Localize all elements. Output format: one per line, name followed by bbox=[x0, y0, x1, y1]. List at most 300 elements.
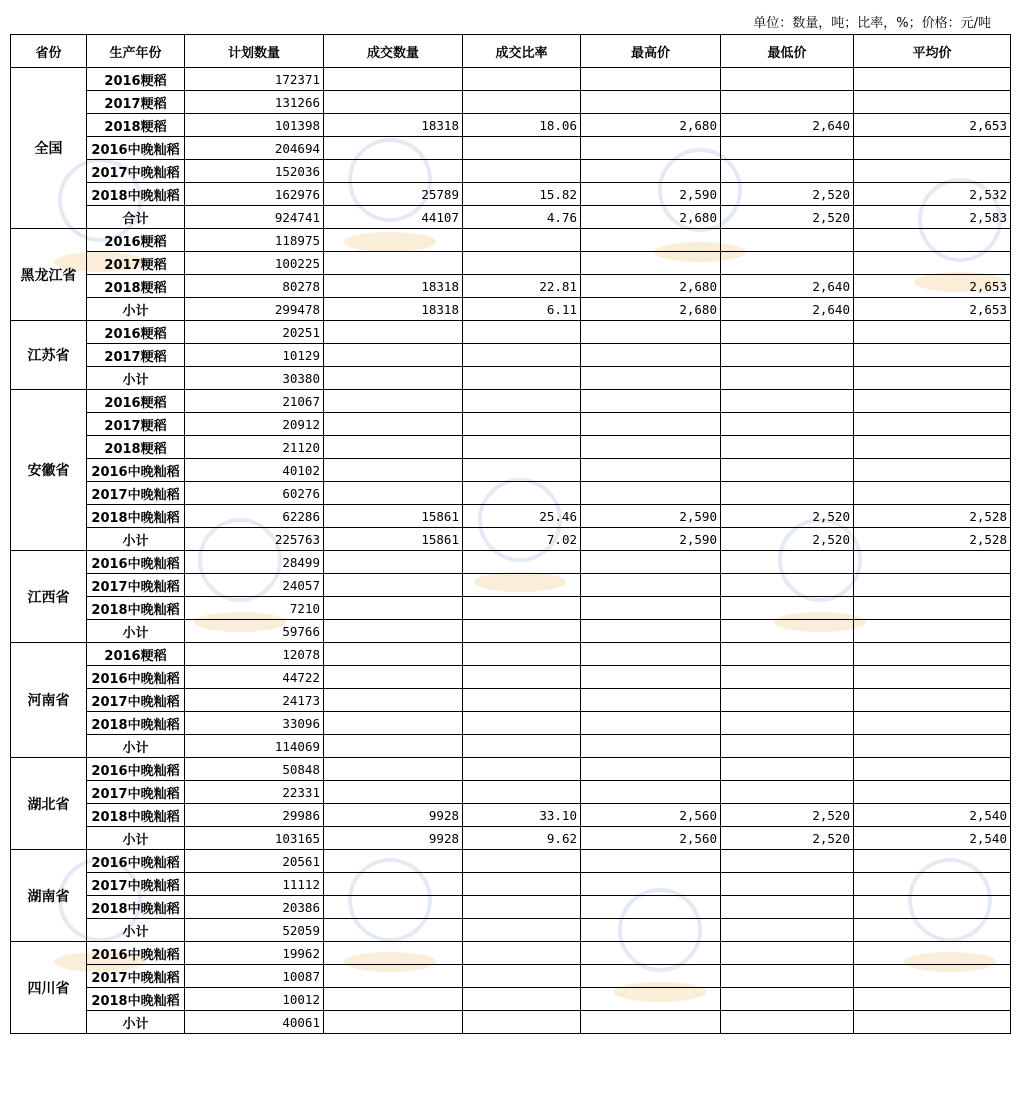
year-cell: 2016中晚籼稻 bbox=[87, 758, 185, 781]
min-price-cell bbox=[721, 643, 854, 666]
max-price-cell: 2,560 bbox=[581, 804, 721, 827]
min-price-cell bbox=[721, 390, 854, 413]
min-price-cell: 2,640 bbox=[721, 298, 854, 321]
deal-rate-cell: 22.81 bbox=[463, 275, 581, 298]
table-row bbox=[11, 712, 1011, 735]
table-row bbox=[11, 620, 1011, 643]
deal-qty-cell bbox=[324, 758, 463, 781]
max-price-cell bbox=[581, 620, 721, 643]
avg-price-cell: 2,653 bbox=[854, 275, 1011, 298]
table-row bbox=[11, 551, 1011, 574]
deal-qty-cell bbox=[324, 643, 463, 666]
min-price-cell bbox=[721, 252, 854, 275]
year-cell: 小计 bbox=[87, 620, 185, 643]
deal-rate-cell bbox=[463, 436, 581, 459]
year-cell: 小计 bbox=[87, 735, 185, 758]
deal-rate-cell bbox=[463, 551, 581, 574]
year-cell: 2016粳稻 bbox=[87, 68, 185, 91]
max-price-cell bbox=[581, 896, 721, 919]
min-price-cell: 2,520 bbox=[721, 505, 854, 528]
avg-price-cell: 2,528 bbox=[854, 505, 1011, 528]
deal-qty-cell bbox=[324, 781, 463, 804]
max-price-cell bbox=[581, 344, 721, 367]
plan-qty-cell: 11112 bbox=[185, 873, 324, 896]
year-cell: 2017中晚籼稻 bbox=[87, 965, 185, 988]
year-cell: 2018中晚籼稻 bbox=[87, 988, 185, 1011]
table-row bbox=[11, 804, 1011, 827]
year-cell: 2016中晚籼稻 bbox=[87, 850, 185, 873]
deal-rate-cell bbox=[463, 344, 581, 367]
table-row bbox=[11, 436, 1011, 459]
deal-rate-cell: 25.46 bbox=[463, 505, 581, 528]
avg-price-cell bbox=[854, 735, 1011, 758]
province-cell: 安徽省 bbox=[11, 390, 87, 551]
avg-price-cell bbox=[854, 643, 1011, 666]
header-min-price: 最低价 bbox=[721, 35, 854, 68]
avg-price-cell bbox=[854, 367, 1011, 390]
max-price-cell bbox=[581, 574, 721, 597]
max-price-cell bbox=[581, 390, 721, 413]
avg-price-cell: 2,653 bbox=[854, 114, 1011, 137]
header-province: 省份 bbox=[11, 35, 87, 68]
province-cell: 全国 bbox=[11, 68, 87, 229]
deal-rate-cell bbox=[463, 574, 581, 597]
table-row bbox=[11, 666, 1011, 689]
plan-qty-cell: 60276 bbox=[185, 482, 324, 505]
deal-rate-cell bbox=[463, 643, 581, 666]
max-price-cell bbox=[581, 666, 721, 689]
min-price-cell bbox=[721, 551, 854, 574]
plan-qty-cell: 118975 bbox=[185, 229, 324, 252]
max-price-cell bbox=[581, 735, 721, 758]
max-price-cell bbox=[581, 482, 721, 505]
plan-qty-cell: 24057 bbox=[185, 574, 324, 597]
min-price-cell bbox=[721, 413, 854, 436]
deal-rate-cell bbox=[463, 482, 581, 505]
year-cell: 2018中晚籼稻 bbox=[87, 505, 185, 528]
deal-qty-cell bbox=[324, 459, 463, 482]
year-cell: 2016粳稻 bbox=[87, 229, 185, 252]
plan-qty-cell: 22331 bbox=[185, 781, 324, 804]
deal-qty-cell bbox=[324, 965, 463, 988]
avg-price-cell bbox=[854, 758, 1011, 781]
table-row bbox=[11, 459, 1011, 482]
min-price-cell: 2,520 bbox=[721, 827, 854, 850]
avg-price-cell bbox=[854, 482, 1011, 505]
avg-price-cell: 2,528 bbox=[854, 528, 1011, 551]
table-row bbox=[11, 160, 1011, 183]
deal-qty-cell bbox=[324, 482, 463, 505]
year-cell: 2016中晚籼稻 bbox=[87, 551, 185, 574]
deal-rate-cell bbox=[463, 965, 581, 988]
avg-price-cell bbox=[854, 68, 1011, 91]
avg-price-cell bbox=[854, 781, 1011, 804]
deal-rate-cell bbox=[463, 942, 581, 965]
plan-qty-cell: 152036 bbox=[185, 160, 324, 183]
max-price-cell: 2,680 bbox=[581, 298, 721, 321]
min-price-cell bbox=[721, 436, 854, 459]
plan-qty-cell: 29986 bbox=[185, 804, 324, 827]
year-cell: 2017粳稻 bbox=[87, 91, 185, 114]
max-price-cell bbox=[581, 436, 721, 459]
year-cell: 2017中晚籼稻 bbox=[87, 160, 185, 183]
avg-price-cell bbox=[854, 413, 1011, 436]
min-price-cell bbox=[721, 712, 854, 735]
year-cell: 2016中晚籼稻 bbox=[87, 666, 185, 689]
table-row bbox=[11, 735, 1011, 758]
province-cell: 湖南省 bbox=[11, 850, 87, 942]
deal-qty-cell: 18318 bbox=[324, 275, 463, 298]
deal-qty-cell: 44107 bbox=[324, 206, 463, 229]
max-price-cell: 2,590 bbox=[581, 528, 721, 551]
min-price-cell bbox=[721, 689, 854, 712]
min-price-cell: 2,640 bbox=[721, 275, 854, 298]
table-row bbox=[11, 574, 1011, 597]
avg-price-cell bbox=[854, 1011, 1011, 1034]
deal-rate-cell bbox=[463, 68, 581, 91]
max-price-cell bbox=[581, 252, 721, 275]
table-row bbox=[11, 183, 1011, 206]
deal-rate-cell bbox=[463, 91, 581, 114]
min-price-cell bbox=[721, 160, 854, 183]
deal-qty-cell bbox=[324, 252, 463, 275]
min-price-cell: 2,520 bbox=[721, 804, 854, 827]
plan-qty-cell: 24173 bbox=[185, 689, 324, 712]
avg-price-cell bbox=[854, 965, 1011, 988]
year-cell: 2018中晚籼稻 bbox=[87, 597, 185, 620]
plan-qty-cell: 10012 bbox=[185, 988, 324, 1011]
deal-qty-cell bbox=[324, 666, 463, 689]
min-price-cell bbox=[721, 68, 854, 91]
plan-qty-cell: 40102 bbox=[185, 459, 324, 482]
min-price-cell bbox=[721, 942, 854, 965]
table-row bbox=[11, 321, 1011, 344]
year-cell: 2018中晚籼稻 bbox=[87, 804, 185, 827]
plan-qty-cell: 204694 bbox=[185, 137, 324, 160]
deal-qty-cell: 18318 bbox=[324, 298, 463, 321]
deal-qty-cell bbox=[324, 229, 463, 252]
plan-qty-cell: 20386 bbox=[185, 896, 324, 919]
header-plan-qty: 计划数量 bbox=[185, 35, 324, 68]
avg-price-cell bbox=[854, 620, 1011, 643]
deal-rate-cell bbox=[463, 321, 581, 344]
table-row bbox=[11, 505, 1011, 528]
plan-qty-cell: 80278 bbox=[185, 275, 324, 298]
table-row bbox=[11, 827, 1011, 850]
year-cell: 小计 bbox=[87, 919, 185, 942]
year-cell: 小计 bbox=[87, 1011, 185, 1034]
max-price-cell: 2,590 bbox=[581, 183, 721, 206]
table-row bbox=[11, 68, 1011, 91]
plan-qty-cell: 21120 bbox=[185, 436, 324, 459]
max-price-cell bbox=[581, 1011, 721, 1034]
table-row bbox=[11, 229, 1011, 252]
table-row bbox=[11, 206, 1011, 229]
avg-price-cell bbox=[854, 896, 1011, 919]
avg-price-cell bbox=[854, 390, 1011, 413]
year-cell: 2017粳稻 bbox=[87, 344, 185, 367]
min-price-cell bbox=[721, 781, 854, 804]
deal-rate-cell bbox=[463, 896, 581, 919]
plan-qty-cell: 162976 bbox=[185, 183, 324, 206]
year-cell: 2018中晚籼稻 bbox=[87, 896, 185, 919]
max-price-cell bbox=[581, 689, 721, 712]
deal-rate-cell bbox=[463, 1011, 581, 1034]
plan-qty-cell: 114069 bbox=[185, 735, 324, 758]
deal-qty-cell bbox=[324, 1011, 463, 1034]
year-cell: 2016中晚籼稻 bbox=[87, 459, 185, 482]
plan-qty-cell: 7210 bbox=[185, 597, 324, 620]
plan-qty-cell: 12078 bbox=[185, 643, 324, 666]
max-price-cell bbox=[581, 137, 721, 160]
max-price-cell bbox=[581, 873, 721, 896]
table-row bbox=[11, 643, 1011, 666]
deal-qty-cell: 9928 bbox=[324, 804, 463, 827]
rice-auction-table bbox=[10, 34, 1011, 1034]
min-price-cell bbox=[721, 1011, 854, 1034]
year-cell: 2016中晚籼稻 bbox=[87, 137, 185, 160]
table-row bbox=[11, 252, 1011, 275]
year-cell: 2016粳稻 bbox=[87, 390, 185, 413]
table-row bbox=[11, 528, 1011, 551]
deal-rate-cell bbox=[463, 873, 581, 896]
avg-price-cell bbox=[854, 551, 1011, 574]
min-price-cell bbox=[721, 735, 854, 758]
min-price-cell: 2,520 bbox=[721, 206, 854, 229]
plan-qty-cell: 44722 bbox=[185, 666, 324, 689]
max-price-cell bbox=[581, 413, 721, 436]
avg-price-cell bbox=[854, 344, 1011, 367]
avg-price-cell bbox=[854, 160, 1011, 183]
deal-rate-cell bbox=[463, 988, 581, 1011]
deal-rate-cell bbox=[463, 735, 581, 758]
avg-price-cell bbox=[854, 873, 1011, 896]
table-row bbox=[11, 114, 1011, 137]
deal-qty-cell bbox=[324, 390, 463, 413]
table-row bbox=[11, 390, 1011, 413]
plan-qty-cell: 20561 bbox=[185, 850, 324, 873]
deal-rate-cell bbox=[463, 367, 581, 390]
avg-price-cell bbox=[854, 91, 1011, 114]
max-price-cell bbox=[581, 229, 721, 252]
avg-price-cell bbox=[854, 597, 1011, 620]
min-price-cell bbox=[721, 321, 854, 344]
avg-price-cell bbox=[854, 574, 1011, 597]
avg-price-cell: 2,583 bbox=[854, 206, 1011, 229]
year-cell: 2018粳稻 bbox=[87, 275, 185, 298]
deal-rate-cell bbox=[463, 781, 581, 804]
max-price-cell bbox=[581, 367, 721, 390]
min-price-cell bbox=[721, 91, 854, 114]
min-price-cell: 2,520 bbox=[721, 183, 854, 206]
max-price-cell bbox=[581, 988, 721, 1011]
max-price-cell bbox=[581, 91, 721, 114]
plan-qty-cell: 100225 bbox=[185, 252, 324, 275]
province-cell: 四川省 bbox=[11, 942, 87, 1034]
table-row bbox=[11, 298, 1011, 321]
deal-rate-cell bbox=[463, 919, 581, 942]
max-price-cell: 2,680 bbox=[581, 275, 721, 298]
deal-rate-cell bbox=[463, 850, 581, 873]
deal-rate-cell: 33.10 bbox=[463, 804, 581, 827]
plan-qty-cell: 33096 bbox=[185, 712, 324, 735]
avg-price-cell bbox=[854, 321, 1011, 344]
deal-qty-cell bbox=[324, 68, 463, 91]
table-row bbox=[11, 873, 1011, 896]
avg-price-cell bbox=[854, 850, 1011, 873]
deal-rate-cell bbox=[463, 252, 581, 275]
deal-qty-cell bbox=[324, 919, 463, 942]
max-price-cell: 2,680 bbox=[581, 206, 721, 229]
table-row bbox=[11, 344, 1011, 367]
table-row bbox=[11, 689, 1011, 712]
min-price-cell bbox=[721, 873, 854, 896]
plan-qty-cell: 21067 bbox=[185, 390, 324, 413]
plan-qty-cell: 225763 bbox=[185, 528, 324, 551]
deal-qty-cell bbox=[324, 896, 463, 919]
max-price-cell bbox=[581, 850, 721, 873]
min-price-cell bbox=[721, 988, 854, 1011]
table-row bbox=[11, 850, 1011, 873]
table-row bbox=[11, 965, 1011, 988]
max-price-cell bbox=[581, 321, 721, 344]
year-cell: 2018粳稻 bbox=[87, 436, 185, 459]
table-row bbox=[11, 1011, 1011, 1034]
max-price-cell: 2,680 bbox=[581, 114, 721, 137]
plan-qty-cell: 10129 bbox=[185, 344, 324, 367]
plan-qty-cell: 131266 bbox=[185, 91, 324, 114]
province-cell: 河南省 bbox=[11, 643, 87, 758]
deal-qty-cell bbox=[324, 574, 463, 597]
min-price-cell bbox=[721, 482, 854, 505]
deal-qty-cell bbox=[324, 942, 463, 965]
max-price-cell bbox=[581, 459, 721, 482]
avg-price-cell bbox=[854, 712, 1011, 735]
deal-qty-cell bbox=[324, 988, 463, 1011]
table-row bbox=[11, 597, 1011, 620]
deal-qty-cell bbox=[324, 344, 463, 367]
plan-qty-cell: 28499 bbox=[185, 551, 324, 574]
unit-note: 单位：数量，吨；比率，%；价格：元/吨 bbox=[753, 16, 991, 31]
max-price-cell: 2,590 bbox=[581, 505, 721, 528]
deal-rate-cell bbox=[463, 390, 581, 413]
max-price-cell bbox=[581, 942, 721, 965]
deal-qty-cell bbox=[324, 551, 463, 574]
year-cell: 2018粳稻 bbox=[87, 114, 185, 137]
province-cell: 黑龙江省 bbox=[11, 229, 87, 321]
plan-qty-cell: 299478 bbox=[185, 298, 324, 321]
plan-qty-cell: 20912 bbox=[185, 413, 324, 436]
header-deal-qty: 成交数量 bbox=[324, 35, 463, 68]
year-cell: 2017中晚籼稻 bbox=[87, 482, 185, 505]
min-price-cell bbox=[721, 459, 854, 482]
avg-price-cell bbox=[854, 942, 1011, 965]
deal-rate-cell: 7.02 bbox=[463, 528, 581, 551]
deal-qty-cell bbox=[324, 91, 463, 114]
year-cell: 2017粳稻 bbox=[87, 252, 185, 275]
min-price-cell bbox=[721, 666, 854, 689]
max-price-cell: 2,560 bbox=[581, 827, 721, 850]
min-price-cell bbox=[721, 850, 854, 873]
table-row bbox=[11, 942, 1011, 965]
deal-qty-cell bbox=[324, 597, 463, 620]
year-cell: 2017粳稻 bbox=[87, 413, 185, 436]
avg-price-cell bbox=[854, 689, 1011, 712]
min-price-cell bbox=[721, 620, 854, 643]
deal-rate-cell bbox=[463, 712, 581, 735]
avg-price-cell bbox=[854, 919, 1011, 942]
year-cell: 2016粳稻 bbox=[87, 321, 185, 344]
table-row bbox=[11, 896, 1011, 919]
deal-qty-cell bbox=[324, 850, 463, 873]
table-body bbox=[11, 68, 1011, 1034]
year-cell: 2017中晚籼稻 bbox=[87, 689, 185, 712]
table-row bbox=[11, 758, 1011, 781]
avg-price-cell bbox=[854, 137, 1011, 160]
table-row bbox=[11, 781, 1011, 804]
deal-rate-cell: 4.76 bbox=[463, 206, 581, 229]
year-cell: 2016中晚籼稻 bbox=[87, 942, 185, 965]
plan-qty-cell: 52059 bbox=[185, 919, 324, 942]
avg-price-cell bbox=[854, 229, 1011, 252]
min-price-cell bbox=[721, 367, 854, 390]
plan-qty-cell: 59766 bbox=[185, 620, 324, 643]
min-price-cell bbox=[721, 758, 854, 781]
province-cell: 江苏省 bbox=[11, 321, 87, 390]
min-price-cell bbox=[721, 965, 854, 988]
deal-qty-cell: 9928 bbox=[324, 827, 463, 850]
max-price-cell bbox=[581, 597, 721, 620]
deal-rate-cell bbox=[463, 229, 581, 252]
deal-qty-cell bbox=[324, 367, 463, 390]
deal-qty-cell: 25789 bbox=[324, 183, 463, 206]
deal-qty-cell bbox=[324, 873, 463, 896]
deal-qty-cell bbox=[324, 160, 463, 183]
deal-qty-cell bbox=[324, 413, 463, 436]
avg-price-cell: 2,532 bbox=[854, 183, 1011, 206]
min-price-cell: 2,640 bbox=[721, 114, 854, 137]
plan-qty-cell: 10087 bbox=[185, 965, 324, 988]
min-price-cell bbox=[721, 344, 854, 367]
plan-qty-cell: 20251 bbox=[185, 321, 324, 344]
max-price-cell bbox=[581, 160, 721, 183]
plan-qty-cell: 103165 bbox=[185, 827, 324, 850]
table-row bbox=[11, 91, 1011, 114]
plan-qty-cell: 101398 bbox=[185, 114, 324, 137]
header-max-price: 最高价 bbox=[581, 35, 721, 68]
deal-qty-cell bbox=[324, 712, 463, 735]
year-cell: 2018中晚籼稻 bbox=[87, 712, 185, 735]
table-row bbox=[11, 919, 1011, 942]
max-price-cell bbox=[581, 781, 721, 804]
table-row bbox=[11, 367, 1011, 390]
deal-qty-cell: 15861 bbox=[324, 528, 463, 551]
plan-qty-cell: 50848 bbox=[185, 758, 324, 781]
deal-rate-cell bbox=[463, 160, 581, 183]
deal-qty-cell bbox=[324, 436, 463, 459]
deal-rate-cell bbox=[463, 758, 581, 781]
deal-rate-cell: 6.11 bbox=[463, 298, 581, 321]
max-price-cell bbox=[581, 551, 721, 574]
plan-qty-cell: 172371 bbox=[185, 68, 324, 91]
header-deal-rate: 成交比率 bbox=[463, 35, 581, 68]
min-price-cell bbox=[721, 574, 854, 597]
plan-qty-cell: 19962 bbox=[185, 942, 324, 965]
max-price-cell bbox=[581, 965, 721, 988]
table-row bbox=[11, 988, 1011, 1011]
deal-qty-cell bbox=[324, 321, 463, 344]
deal-rate-cell bbox=[463, 459, 581, 482]
